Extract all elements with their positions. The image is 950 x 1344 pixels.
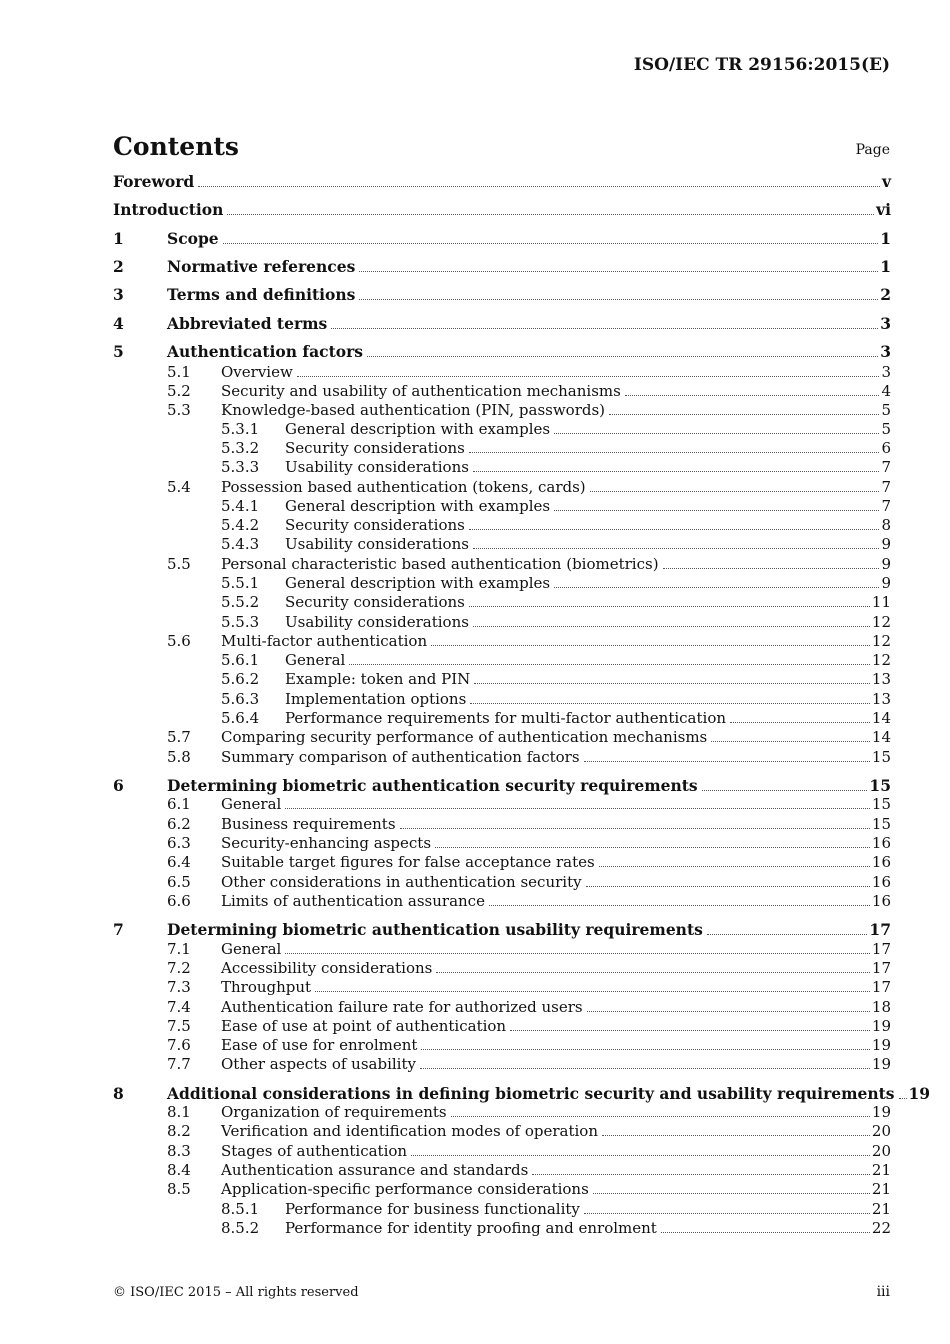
toc-entry-page: 7 [881,497,891,515]
toc-entry-number: 6.1 [167,795,191,813]
toc-entry-title: Limits of authentication assurance [221,892,485,910]
toc-entry[interactable] [113,776,891,795]
dot-leader [469,529,880,530]
toc-entry-title: Performance requirements for multi-factor authentication [285,709,727,727]
toc-entry-title: Foreword [113,172,195,191]
toc-entry[interactable] [221,690,891,709]
toc-entry[interactable] [167,834,891,853]
dot-leader [584,1213,870,1214]
toc-entry[interactable] [221,670,891,689]
toc-entry-number: 7.2 [167,959,191,977]
toc-entry-title: Comparing security performance of authentication mechanisms [221,728,708,746]
toc-entry-page: 7 [881,458,891,476]
contents-heading: Contents [113,132,240,161]
dot-leader [586,886,870,887]
toc-entry-title: Performance for identity proofing and enrolment [285,1219,657,1237]
toc-entry-number: 5.6.3 [221,690,260,708]
toc-entry-page: v [881,172,891,191]
dot-leader [702,790,868,791]
toc-entry-number: 5.1 [167,363,191,381]
toc-entry[interactable] [113,1084,931,1103]
dot-leader [584,761,870,762]
toc-entry-number: 7.6 [167,1036,191,1054]
toc-entry-title: Possession based authentication (tokens, cards) [221,478,586,496]
toc-entry-page: 17 [869,920,891,939]
toc-entry-number: 8.5.2 [221,1219,260,1237]
toc-entry-number: 5.5.1 [221,574,260,592]
toc-entry-number: 6.5 [167,873,191,891]
dot-leader [554,433,879,434]
toc-entry-number: 7.7 [167,1055,191,1073]
toc-entry[interactable] [167,1055,891,1074]
dot-leader [593,1193,870,1194]
toc-entry-page: 3 [881,363,891,381]
footer-copyright: © ISO/IEC 2015 – All rights reserved [113,1285,359,1300]
dot-leader [359,299,878,300]
toc-entry-page: 20 [871,1122,891,1140]
toc-entry-page: 7 [881,478,891,496]
toc-entry[interactable] [167,1180,891,1199]
toc-entry-page: 8 [881,516,891,534]
toc-entry[interactable] [167,998,891,1017]
toc-entry-title: Usability considerations [285,613,469,631]
toc-entry-number: 5.4.1 [221,497,260,515]
dot-leader [297,376,880,377]
toc-entry-page: 16 [871,873,891,891]
dot-leader [599,866,870,867]
toc-entry-title: Example: token and PIN [285,670,471,688]
toc-entry-title: Security considerations [285,439,465,457]
toc-entry-title: Scope [167,229,219,248]
toc-entry[interactable] [167,555,891,574]
toc-entry-number: 5.3 [167,401,191,419]
dot-leader [707,934,868,935]
toc-entry-page: 21 [871,1161,891,1179]
dot-leader [469,606,870,607]
toc-entry-page: 9 [881,574,891,592]
toc-entry-title: Throughput [221,978,312,996]
toc-entry-page: 14 [871,728,891,746]
toc-entry[interactable] [167,363,891,382]
dot-leader [400,828,870,829]
toc-entry-number: 8.3 [167,1142,191,1160]
dot-leader [469,452,880,453]
dot-leader [625,395,880,396]
toc-entry[interactable] [221,593,891,612]
toc-entry-title: Determining biometric authentication security requirements [167,776,698,795]
toc-entry-title: Normative references [167,257,356,276]
toc-entry[interactable] [167,401,891,420]
toc-entry[interactable] [167,748,891,767]
toc-entry-number: 6 [113,776,124,795]
toc-entry[interactable] [167,940,891,959]
toc-entry-page: 3 [880,342,891,361]
dot-leader [532,1174,870,1175]
toc-entry-title: Other considerations in authentication security [221,873,582,891]
toc-entry-page: 13 [871,670,891,688]
dot-leader [223,243,879,244]
toc-entry-number: 5.5.2 [221,593,260,611]
toc-entry-page: 17 [871,940,891,958]
toc-entry-number: 5.6.4 [221,709,260,727]
toc-entry[interactable] [221,1200,891,1219]
dot-leader [474,683,870,684]
toc-entry-title: Determining biometric authentication usability requirements [167,920,703,939]
toc-entry-title: Usability considerations [285,535,469,553]
dot-leader [609,414,879,415]
toc-entry-number: 8.2 [167,1122,191,1140]
dot-leader [661,1232,870,1233]
toc-entry-page: 11 [871,593,891,611]
toc-entry-page: 19 [871,1103,891,1121]
toc-entry-number: 5.8 [167,748,191,766]
toc-entry[interactable] [167,1103,891,1122]
toc-entry[interactable] [167,795,891,814]
dot-leader [349,664,870,665]
toc-entry-number: 5.2 [167,382,191,400]
toc-entry-title: General [285,651,346,669]
dot-leader [473,548,880,549]
toc-entry[interactable] [113,257,891,276]
dot-leader [554,587,879,588]
toc-entry-title: Overview [221,363,293,381]
toc-entry-number: 8 [113,1084,124,1103]
toc-entry-title: Personal characteristic based authentication (biometrics) [221,555,659,573]
toc-entry-title: Authentication factors [167,342,363,361]
toc-entry-title: Stages of authentication [221,1142,408,1160]
toc-entry[interactable] [167,632,891,651]
toc-entry-page: 14 [871,709,891,727]
dot-leader [730,722,870,723]
toc-entry-number: 6.4 [167,853,191,871]
toc-entry-page: 19 [871,1017,891,1035]
toc-entry[interactable] [221,709,891,728]
toc-entry[interactable] [221,535,891,554]
toc-entry-title: Security and usability of authentication mechanisms [221,382,621,400]
toc-entry-number: 8.5.1 [221,1200,260,1218]
toc-entry[interactable] [167,382,891,401]
dot-leader [451,1116,870,1117]
toc-entry[interactable] [167,892,891,911]
toc-entry[interactable] [221,420,891,439]
toc-entry[interactable] [113,314,891,333]
toc-entry[interactable] [167,815,891,834]
toc-entry-page: 18 [871,998,891,1016]
toc-entry-number: 6.3 [167,834,191,852]
toc-entry[interactable] [167,1036,891,1055]
toc-entry-title: Suitable target figures for false acceptance rates [221,853,595,871]
toc-entry[interactable] [167,1161,891,1180]
toc-entry-title: General description with examples [285,574,551,592]
toc-entry-number: 5 [113,342,124,361]
dot-leader [315,991,870,992]
dot-leader [227,214,874,215]
toc-entry-number: 5.3.3 [221,458,260,476]
toc-entry-page: 12 [871,613,891,631]
toc-entry-page: 12 [871,651,891,669]
toc-entry-page: 12 [871,632,891,650]
toc-entry-title: Organization of requirements [221,1103,447,1121]
toc-entry-title: Multi-factor authentication [221,632,428,650]
toc-entry[interactable] [113,285,891,304]
toc-entry-page: 21 [871,1180,891,1198]
toc-entry-title: Implementation options [285,690,467,708]
toc-entry-page: 19 [871,1055,891,1073]
toc-entry-title: Terms and definitions [167,285,356,304]
toc-entry-page: 15 [869,776,891,795]
toc-entry-number: 8.5 [167,1180,191,1198]
dot-leader [420,1068,870,1069]
toc-entry[interactable] [113,229,891,248]
dot-leader [411,1155,870,1156]
dot-leader [711,741,870,742]
toc-entry-page: 16 [871,834,891,852]
toc-entry-title: Usability considerations [285,458,469,476]
toc-entry-number: 5.5.3 [221,613,260,631]
toc-entry-page: vi [876,200,891,219]
toc-entry[interactable] [221,613,891,632]
toc-entry[interactable] [221,574,891,593]
toc-entry-title: Summary comparison of authentication factors [221,748,580,766]
toc-entry[interactable] [113,920,891,939]
toc-entry[interactable] [221,458,891,477]
dot-leader [431,645,870,646]
dot-leader [554,510,879,511]
toc-entry-title: Performance for business functionality [285,1200,580,1218]
toc-entry-page: 1 [880,229,891,248]
toc-entry-number: 5.5 [167,555,191,573]
toc-entry-page: 15 [871,815,891,833]
toc-entry-page: 15 [871,748,891,766]
toc-entry[interactable] [167,478,891,497]
dot-leader [359,271,878,272]
toc-entry-title: Security considerations [285,516,465,534]
toc-entry-number: 6.6 [167,892,191,910]
toc-entry-title: Introduction [113,200,224,219]
toc-entry-title: Additional considerations in defining biometric security and usability requirements [167,1084,895,1103]
toc-entry-title: Security considerations [285,593,465,611]
toc-entry-number: 8.4 [167,1161,191,1179]
toc-entry-number: 5.3.2 [221,439,260,457]
toc-entry[interactable] [221,651,891,670]
toc-entry[interactable] [167,853,891,872]
toc-entry-title: General [221,795,282,813]
dot-leader [421,1049,869,1050]
toc-entry-page: 9 [881,555,891,573]
toc-entry-title: Authentication failure rate for authorized users [221,998,583,1016]
dot-leader [470,703,870,704]
toc-entry-page: 15 [871,795,891,813]
toc-entry-title: Other aspects of usability [221,1055,416,1073]
toc-entry[interactable] [167,728,891,747]
dot-leader [285,953,870,954]
toc-entry-number: 1 [113,229,124,248]
toc-entry-title: Abbreviated terms [167,314,328,333]
toc-entry-page: 19 [908,1084,931,1103]
toc-entry-number: 2 [113,257,124,276]
dot-leader [602,1135,870,1136]
toc-entry[interactable] [113,200,891,219]
toc-entry-page: 1 [880,257,891,276]
toc-entry-number: 7.1 [167,940,191,958]
toc-entry-title: Knowledge-based authentication (PIN, passwords) [221,401,606,419]
toc-entry[interactable] [113,342,891,361]
toc-entry-title: General description with examples [285,497,551,515]
toc-entry-page: 2 [880,285,891,304]
toc-entry-title: Accessibility considerations [221,959,433,977]
toc-entry-number: 3 [113,285,124,304]
toc-entry-number: 7.4 [167,998,191,1016]
toc-entry-page: 16 [871,853,891,871]
dot-leader [285,808,870,809]
toc-entry-title: Authentication assurance and standards [221,1161,529,1179]
toc-entry-number: 5.7 [167,728,191,746]
toc-entry[interactable] [167,1122,891,1141]
toc-entry-number: 7.3 [167,978,191,996]
toc-entry-number: 5.6.1 [221,651,260,669]
toc-entry[interactable] [167,978,891,997]
toc-entry-page: 16 [871,892,891,910]
toc-entry[interactable] [167,1142,891,1161]
dot-leader [510,1030,870,1031]
dot-leader [489,905,870,906]
dot-leader [331,328,878,329]
toc-entry-page: 19 [871,1036,891,1054]
toc-entry-title: Application-specific performance considerations [221,1180,589,1198]
toc-entry-number: 5.6 [167,632,191,650]
toc-entry[interactable] [221,439,891,458]
toc-entry-number: 7.5 [167,1017,191,1035]
dot-leader [198,186,880,187]
toc-entry-number: 5.3.1 [221,420,260,438]
toc-entry-number: 8.1 [167,1103,191,1121]
dot-leader [436,972,870,973]
toc-entry-title: General description with examples [285,420,551,438]
dot-leader [899,1098,907,1099]
toc-entry-page: 21 [871,1200,891,1218]
toc-entry-title: Ease of use at point of authentication [221,1017,507,1035]
document-reference: ISO/IEC TR 29156:2015(E) [633,55,890,75]
toc-entry-number: 5.6.2 [221,670,260,688]
toc-entry-number: 6.2 [167,815,191,833]
toc-entry-number: 4 [113,314,124,333]
toc-entry-page: 4 [881,382,891,400]
toc-entry-number: 5.4.2 [221,516,260,534]
toc-entry-page: 6 [881,439,891,457]
footer-page-number: iii [876,1284,890,1300]
toc-entry-page: 17 [871,959,891,977]
toc-entry-title: Security-enhancing aspects [221,834,432,852]
toc-entry[interactable] [113,172,891,191]
toc-entry[interactable] [167,873,891,892]
toc-entry[interactable] [167,959,891,978]
toc-entry[interactable] [167,1017,891,1036]
toc-entry-page: 22 [871,1219,891,1237]
toc-entry[interactable] [221,497,891,516]
toc-entry-title: Verification and identification modes of operation [221,1122,598,1140]
toc-entry-title: Ease of use for enrolment [221,1036,418,1054]
toc-entry-title: Business requirements [221,815,396,833]
toc-entry-number: 5.4.3 [221,535,260,553]
dot-leader [473,471,880,472]
toc-entry-title: General [221,940,282,958]
toc-entry-page: 5 [881,401,891,419]
toc-entry-page: 5 [881,420,891,438]
toc-entry-page: 20 [871,1142,891,1160]
dot-leader [663,568,880,569]
toc-entry-page: 17 [871,978,891,996]
toc-entry[interactable] [221,516,891,535]
dot-leader [435,847,870,848]
dot-leader [367,356,878,357]
toc-entry-page: 13 [871,690,891,708]
toc-entry-page: 9 [881,535,891,553]
page-column-label: Page [855,142,890,158]
dot-leader [473,626,870,627]
dot-leader [590,491,880,492]
toc-entry-page: 3 [880,314,891,333]
toc-entry[interactable] [221,1219,891,1238]
toc-entry-number: 5.4 [167,478,191,496]
dot-leader [587,1011,870,1012]
toc-entry-number: 7 [113,920,124,939]
